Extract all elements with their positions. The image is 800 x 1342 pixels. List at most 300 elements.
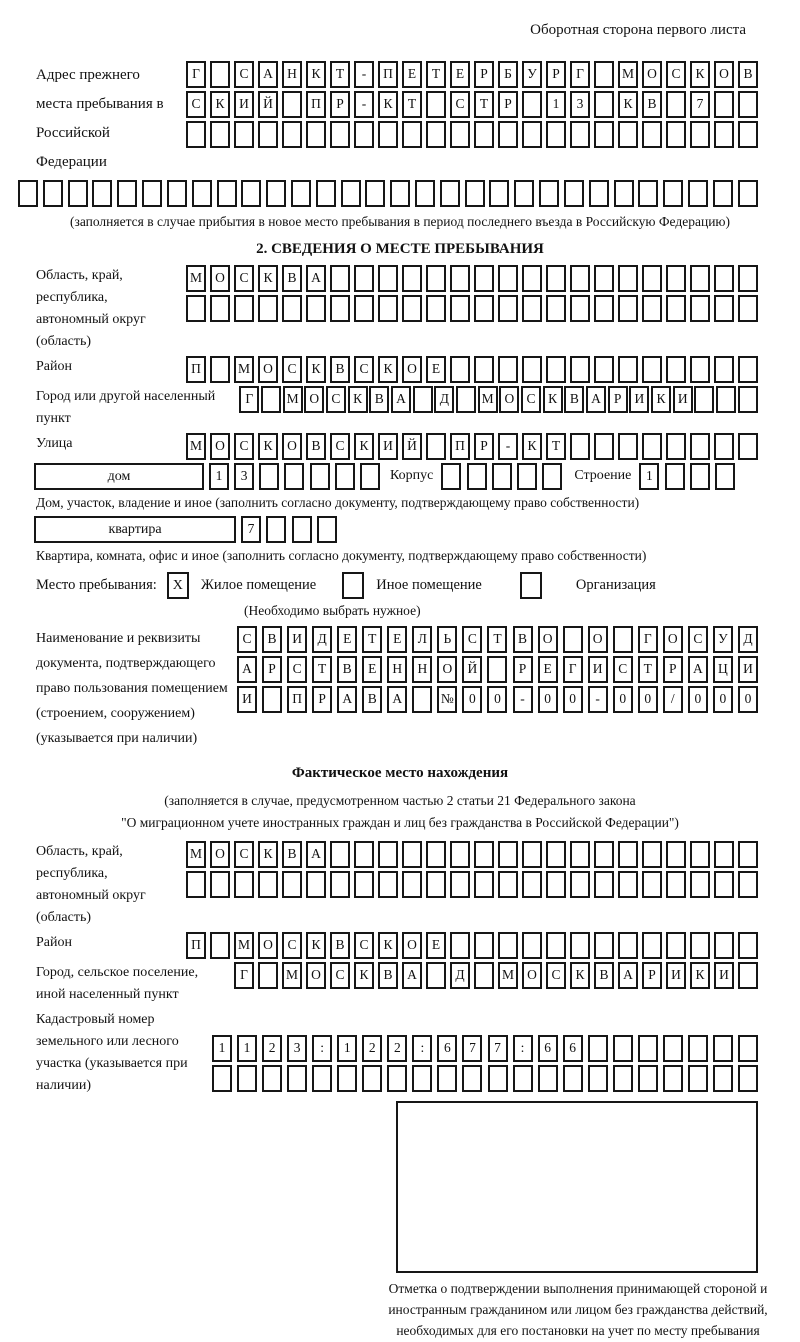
char-cell [266, 516, 286, 543]
cadastre-row-1 [212, 1035, 758, 1062]
document-label: Наименование и реквизиты документа, подтверждающего право пользования помещением (строением, сооружением) (указывается при наличии) [36, 631, 228, 747]
char-cell [642, 121, 662, 148]
char-cell: 0 [638, 686, 658, 713]
char-cell [234, 295, 254, 322]
char-cell: - [354, 91, 374, 118]
char-cell [43, 180, 63, 207]
char-cell [714, 932, 734, 959]
char-cell: М [234, 356, 254, 383]
char-cell [570, 356, 590, 383]
char-cell [387, 1065, 407, 1092]
char-cell: О [402, 932, 422, 959]
actual-region-label: Область, край, республика, автономный округ (область) [36, 844, 146, 926]
char-cell [638, 180, 658, 207]
region-row-2 [186, 295, 758, 322]
char-cell [713, 180, 733, 207]
char-cell [546, 841, 566, 868]
document-row-1 [237, 626, 758, 653]
char-cell: В [330, 356, 350, 383]
char-cell: В [330, 932, 350, 959]
char-cell [354, 841, 374, 868]
char-cell [663, 180, 683, 207]
char-cell: Ц [713, 656, 733, 683]
char-cell [210, 121, 230, 148]
char-cell: О [304, 386, 324, 413]
char-cell [594, 295, 614, 322]
char-cell [474, 265, 494, 292]
char-cell [474, 932, 494, 959]
char-cell [426, 295, 446, 322]
char-cell [266, 180, 286, 207]
char-cell [546, 265, 566, 292]
char-cell: С [354, 356, 374, 383]
char-cell: С [450, 91, 470, 118]
cadastre-row-2 [212, 1065, 758, 1092]
char-cell [317, 516, 337, 543]
char-cell [690, 265, 710, 292]
document-grid [237, 626, 758, 713]
city-row [0, 386, 800, 430]
char-cell [665, 463, 685, 490]
char-cell: О [210, 265, 230, 292]
char-cell: Д [450, 962, 470, 989]
char-cell: М [186, 841, 206, 868]
char-cell: И [714, 962, 734, 989]
document-row-3 [237, 686, 758, 713]
char-cell [688, 180, 708, 207]
char-cell [487, 656, 507, 683]
char-cell: 0 [688, 686, 708, 713]
char-cell: П [306, 91, 326, 118]
char-cell [210, 61, 230, 88]
char-cell: И [673, 386, 693, 413]
char-cell: Р [262, 656, 282, 683]
char-cell [354, 265, 374, 292]
char-cell [714, 265, 734, 292]
char-cell [690, 433, 710, 460]
char-cell [714, 871, 734, 898]
city-boxes [239, 386, 758, 413]
char-cell: В [337, 656, 357, 683]
char-cell [498, 356, 518, 383]
char-cell: Н [412, 656, 432, 683]
char-cell [450, 841, 470, 868]
actual-region-grid [186, 841, 758, 898]
char-cell [316, 180, 336, 207]
char-cell [713, 1065, 733, 1092]
char-cell [522, 265, 542, 292]
region-row [0, 265, 800, 353]
char-cell [594, 871, 614, 898]
char-cell [450, 121, 470, 148]
char-cell: А [258, 61, 278, 88]
apartment-row [0, 516, 800, 543]
char-cell: В [642, 91, 662, 118]
char-cell [666, 932, 686, 959]
char-cell [310, 463, 330, 490]
char-cell: В [513, 626, 533, 653]
char-cell: - [513, 686, 533, 713]
char-cell [261, 386, 281, 413]
char-cell: : [513, 1035, 533, 1062]
char-cell [738, 180, 758, 207]
char-cell: Т [546, 433, 566, 460]
char-cell: 1 [237, 1035, 257, 1062]
char-cell [594, 841, 614, 868]
actual-region-row-1 [186, 841, 758, 868]
char-cell: С [546, 962, 566, 989]
char-cell [618, 932, 638, 959]
char-cell [522, 932, 542, 959]
char-cell [594, 356, 614, 383]
char-cell [117, 180, 137, 207]
char-cell: Р [474, 433, 494, 460]
char-cell: К [306, 356, 326, 383]
char-cell [186, 295, 206, 322]
char-cell [570, 871, 590, 898]
actual-district-row [0, 932, 800, 959]
apartment-boxes [241, 516, 337, 543]
char-cell [426, 265, 446, 292]
char-cell [462, 1065, 482, 1092]
char-cell [666, 356, 686, 383]
char-cell [378, 871, 398, 898]
char-cell [714, 91, 734, 118]
char-cell: Р [642, 962, 662, 989]
char-cell [589, 180, 609, 207]
char-cell [474, 121, 494, 148]
char-cell [378, 841, 398, 868]
char-cell [642, 265, 662, 292]
char-cell: М [618, 61, 638, 88]
stroenie-label: Строение [574, 468, 632, 484]
page-side-note: Оборотная сторона первого листа [530, 22, 746, 38]
char-cell [378, 295, 398, 322]
char-cell [474, 295, 494, 322]
char-cell [330, 295, 350, 322]
char-cell [642, 932, 662, 959]
char-cell [588, 1065, 608, 1092]
char-cell [217, 180, 237, 207]
char-cell [18, 180, 38, 207]
char-cell [688, 1065, 708, 1092]
char-cell [618, 841, 638, 868]
char-cell: О [258, 932, 278, 959]
char-cell [539, 180, 559, 207]
char-cell [517, 463, 537, 490]
char-cell [312, 1065, 332, 1092]
char-cell [520, 572, 542, 599]
char-cell: О [642, 61, 662, 88]
char-cell [738, 871, 758, 898]
char-cell [714, 295, 734, 322]
char-cell [237, 1065, 257, 1092]
char-cell: Б [498, 61, 518, 88]
char-cell [234, 121, 254, 148]
char-cell [441, 463, 461, 490]
char-cell: К [354, 962, 374, 989]
char-cell [402, 841, 422, 868]
char-cell [594, 61, 614, 88]
char-cell: А [688, 656, 708, 683]
char-cell: К [354, 433, 374, 460]
char-cell: А [237, 656, 257, 683]
char-cell [498, 295, 518, 322]
char-cell [694, 386, 714, 413]
char-cell: Р [513, 656, 533, 683]
char-cell [546, 871, 566, 898]
char-cell: В [594, 962, 614, 989]
char-cell [354, 121, 374, 148]
district-boxes [186, 356, 758, 383]
char-cell [738, 1065, 758, 1092]
char-cell [467, 463, 487, 490]
stay-type-label: Место пребывания: [36, 576, 157, 593]
char-cell: 1 [337, 1035, 357, 1062]
char-cell: В [738, 61, 758, 88]
char-cell [666, 295, 686, 322]
char-cell [498, 121, 518, 148]
char-cell: А [306, 265, 326, 292]
char-cell [426, 91, 446, 118]
char-cell: В [362, 686, 382, 713]
cadastre-row [0, 1009, 800, 1097]
char-cell [522, 121, 542, 148]
char-cell [262, 686, 282, 713]
char-cell [522, 295, 542, 322]
char-cell: С [330, 962, 350, 989]
char-cell [192, 180, 212, 207]
char-cell [738, 121, 758, 148]
char-cell: К [378, 91, 398, 118]
char-cell [402, 295, 422, 322]
char-cell: С [234, 265, 254, 292]
char-cell [489, 180, 509, 207]
char-cell: № [437, 686, 457, 713]
char-cell: В [282, 265, 302, 292]
char-cell: Д [434, 386, 454, 413]
char-cell [498, 932, 518, 959]
char-cell: О [306, 962, 326, 989]
char-cell [378, 265, 398, 292]
actual-city-label: Город, сельское поселение, иной населенный пункт [36, 965, 199, 1003]
char-cell: И [738, 656, 758, 683]
char-cell [306, 295, 326, 322]
char-cell: С [613, 656, 633, 683]
char-cell: С [234, 433, 254, 460]
char-cell: 2 [362, 1035, 382, 1062]
char-cell: С [521, 386, 541, 413]
char-cell: К [378, 356, 398, 383]
char-cell: Р [312, 686, 332, 713]
char-cell [713, 1035, 733, 1062]
char-cell: 0 [487, 686, 507, 713]
char-cell: И [287, 626, 307, 653]
char-cell [412, 1065, 432, 1092]
char-cell: И [666, 962, 686, 989]
prev-address-row-2 [186, 91, 758, 118]
char-cell: А [306, 841, 326, 868]
char-cell: Е [450, 61, 470, 88]
char-cell: О [437, 656, 457, 683]
char-cell [142, 180, 162, 207]
char-cell [613, 1065, 633, 1092]
char-cell: Р [663, 656, 683, 683]
char-cell [666, 121, 686, 148]
char-cell [258, 871, 278, 898]
char-cell [716, 386, 736, 413]
char-cell [330, 841, 350, 868]
char-cell: С [330, 433, 350, 460]
char-cell: П [186, 932, 206, 959]
char-cell: Й [258, 91, 278, 118]
char-cell [594, 265, 614, 292]
char-cell: 1 [639, 463, 659, 490]
char-cell: И [234, 91, 254, 118]
char-cell: 2 [262, 1035, 282, 1062]
char-cell [666, 265, 686, 292]
char-cell [306, 121, 326, 148]
char-cell [330, 121, 350, 148]
char-cell [564, 180, 584, 207]
char-cell: 6 [538, 1035, 558, 1062]
prev-address-grid [186, 61, 758, 148]
char-cell [330, 265, 350, 292]
char-cell: Й [402, 433, 422, 460]
char-cell [594, 121, 614, 148]
region-label: Область, край, республика, автономный округ (область) [36, 267, 146, 349]
char-cell [488, 1065, 508, 1092]
char-cell: Г [186, 61, 206, 88]
char-cell: Г [638, 626, 658, 653]
char-cell [570, 265, 590, 292]
document-row [0, 626, 800, 751]
char-cell: С [326, 386, 346, 413]
char-cell [538, 1065, 558, 1092]
stay-type-option-residential: Жилое помещение [200, 576, 317, 593]
char-cell [613, 1035, 633, 1062]
stay-type-option-other: Иное помещение [376, 576, 482, 593]
char-cell [167, 180, 187, 207]
char-cell [618, 871, 638, 898]
char-cell [570, 121, 590, 148]
district-row [0, 356, 800, 383]
char-cell [642, 295, 662, 322]
char-cell: 0 [462, 686, 482, 713]
char-cell: Р [498, 91, 518, 118]
street-boxes [186, 433, 758, 460]
char-cell: 6 [437, 1035, 457, 1062]
char-cell: К [258, 433, 278, 460]
char-cell: 0 [538, 686, 558, 713]
char-cell [690, 841, 710, 868]
actual-location-note-2: "О миграционном учете иностранных граждан и лиц без гражданства в Российской Федерации") [121, 814, 679, 830]
char-cell: П [287, 686, 307, 713]
char-cell [258, 295, 278, 322]
char-cell: О [282, 433, 302, 460]
char-cell [738, 386, 758, 413]
char-cell: С [186, 91, 206, 118]
char-cell [563, 1065, 583, 1092]
char-cell [638, 1065, 658, 1092]
char-cell [212, 1065, 232, 1092]
char-cell: К [378, 932, 398, 959]
char-cell: Д [738, 626, 758, 653]
stay-type-checkbox-residential [167, 572, 189, 599]
char-cell [450, 295, 470, 322]
char-cell [666, 433, 686, 460]
char-cell: Г [563, 656, 583, 683]
char-cell: В [282, 841, 302, 868]
char-cell: 1 [212, 1035, 232, 1062]
char-cell: К [690, 61, 710, 88]
char-cell [738, 265, 758, 292]
char-cell [594, 433, 614, 460]
char-cell: Т [330, 61, 350, 88]
char-cell: 3 [570, 91, 590, 118]
house-row [0, 463, 800, 490]
char-cell: / [663, 686, 683, 713]
char-cell [738, 433, 758, 460]
prev-address-row-1 [186, 61, 758, 88]
char-cell: И [629, 386, 649, 413]
char-cell: С [282, 932, 302, 959]
char-cell [474, 356, 494, 383]
char-cell: 3 [287, 1035, 307, 1062]
char-cell [522, 91, 542, 118]
char-cell [342, 572, 364, 599]
char-cell: : [412, 1035, 432, 1062]
char-cell: К [543, 386, 563, 413]
char-cell [292, 516, 312, 543]
char-cell: В [262, 626, 282, 653]
char-cell [738, 962, 758, 989]
char-cell: Е [426, 356, 446, 383]
char-cell [690, 356, 710, 383]
char-cell [450, 356, 470, 383]
char-cell: X [167, 572, 189, 599]
char-cell: О [402, 356, 422, 383]
char-cell: Т [402, 91, 422, 118]
char-cell [715, 463, 735, 490]
char-cell [413, 386, 433, 413]
char-cell [259, 463, 279, 490]
char-cell [210, 932, 230, 959]
char-cell [738, 932, 758, 959]
char-cell: К [522, 433, 542, 460]
char-cell: А [402, 962, 422, 989]
char-cell: Т [487, 626, 507, 653]
prev-address-note: (заполняется в случае прибытия в новое место пребывания в период последнего въезда в Российскую Федерацию) [69, 214, 731, 229]
char-cell: К [690, 962, 710, 989]
char-cell: К [258, 841, 278, 868]
prev-address-row-4 [18, 180, 758, 207]
char-cell [282, 121, 302, 148]
char-cell [282, 295, 302, 322]
char-cell [450, 871, 470, 898]
char-cell [360, 463, 380, 490]
char-cell [594, 91, 614, 118]
char-cell [426, 433, 446, 460]
char-cell: И [378, 433, 398, 460]
char-cell [666, 91, 686, 118]
char-cell: С [287, 656, 307, 683]
char-cell: Т [426, 61, 446, 88]
prev-address-section [0, 61, 800, 177]
char-cell: Е [538, 656, 558, 683]
char-cell: Е [337, 626, 357, 653]
char-cell [402, 265, 422, 292]
